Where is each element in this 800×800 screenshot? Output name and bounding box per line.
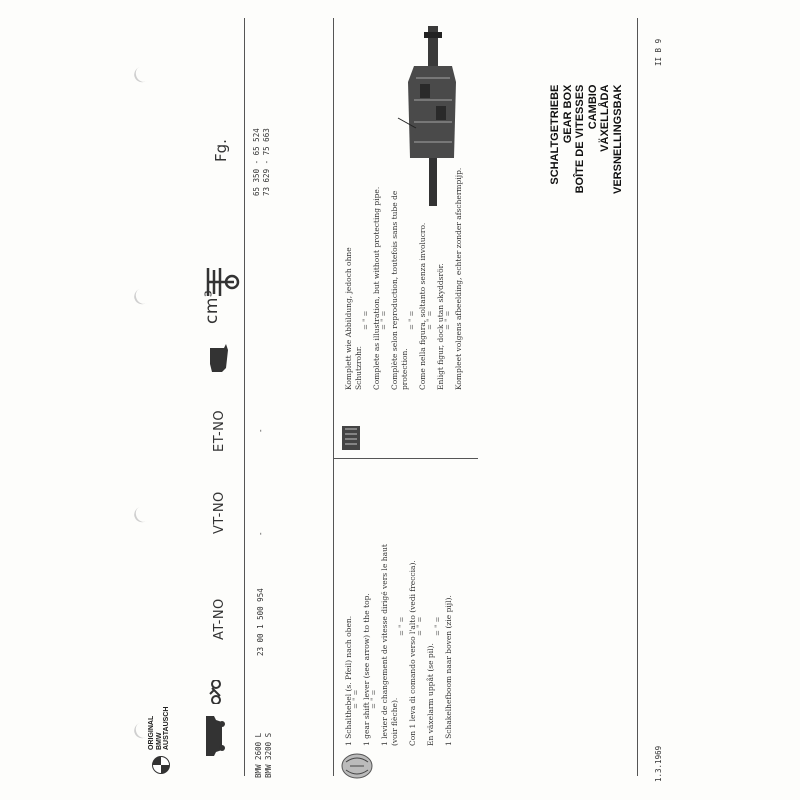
right-border bbox=[637, 18, 638, 776]
ditto-mark: = " = bbox=[370, 689, 378, 709]
fg-range: 65 350 - 65 524 bbox=[252, 128, 261, 196]
ditto-mark: = " = bbox=[362, 310, 370, 330]
row-divider bbox=[333, 458, 478, 459]
publication-date: 1.3.1969 bbox=[654, 745, 663, 782]
text-it-right: Come nella figura, soltanto senza involucro. bbox=[418, 222, 427, 390]
vt-value: - bbox=[256, 531, 265, 536]
car-icon bbox=[200, 712, 228, 760]
model-name: BMW 2600 L bbox=[254, 732, 263, 778]
fg-range: 73 629 - 75 663 bbox=[262, 128, 271, 196]
binder-hole bbox=[131, 285, 154, 307]
binder-hole bbox=[131, 63, 154, 85]
content-divider bbox=[333, 18, 334, 776]
page-reference: II B 9 bbox=[654, 38, 663, 66]
at-number: 23 00 1 500 954 bbox=[256, 588, 265, 656]
cm3-label: cm³ bbox=[202, 289, 222, 324]
vt-no-header: VT-NO bbox=[212, 491, 227, 534]
text-fr-right-2: protection. bbox=[400, 348, 409, 390]
text-fr-right: Complète selon reproduction, toutefois sans tube de bbox=[390, 190, 399, 390]
ditto-mark: = " = bbox=[434, 616, 442, 636]
part-title: SCHALTGETRIEBE GEAR BOX BOÎTE DE VITESSES CAMBIO VÄXELLÅDA VERSNELLINGSBAK bbox=[549, 84, 624, 194]
ditto-mark: = " = bbox=[426, 310, 434, 330]
et-no-header: ET-NO bbox=[212, 409, 227, 452]
text-it-left: Con 1 leva di comando verso l'alto (vedi freccia). bbox=[408, 560, 417, 746]
bmw-roundel-icon bbox=[152, 756, 170, 774]
at-no-header: AT-NO bbox=[212, 598, 227, 640]
text-nl-right: Kompleet volgens afbeelding, echter zonder afschermpijp. bbox=[454, 167, 463, 390]
text-sv-right: Enligt figur, dock utan skyddsrör. bbox=[436, 263, 445, 390]
horse-icon bbox=[206, 342, 230, 374]
header-divider bbox=[244, 18, 245, 776]
ditto-mark: = " = bbox=[380, 310, 388, 330]
ditto-mark: = " = bbox=[352, 689, 360, 709]
part-box-icon bbox=[340, 424, 362, 452]
ditto-mark: = " = bbox=[398, 616, 406, 636]
ditto-mark: = " = bbox=[416, 616, 424, 636]
gearbox-photo bbox=[396, 22, 468, 208]
fg-header: Fg. bbox=[212, 139, 230, 162]
text-fr-left-2: (voir flèche). bbox=[390, 697, 399, 746]
text-en-right: Complete as illustration, but without protecting pipe. bbox=[372, 186, 381, 390]
text-de-right-2: Schutzrohr. bbox=[354, 345, 363, 390]
logo-text: ORIGINAL BMW AUSTAUSCH bbox=[148, 706, 170, 750]
ditto-mark: = " = bbox=[408, 310, 416, 330]
stamp-thumbnail bbox=[340, 752, 374, 780]
ditto-mark: = " = bbox=[444, 310, 452, 330]
engine-icon bbox=[204, 262, 240, 302]
text-sv-left: En växelarm uppåt (se pil). bbox=[426, 643, 435, 746]
motorcycle-icon bbox=[206, 680, 226, 704]
text-nl-left: 1 Schakelhefboom naar boven (zie pijl). bbox=[444, 595, 453, 746]
text-de-left: 1 Schalthebel (s. Pfeil) nach oben. bbox=[344, 615, 353, 746]
text-fr-left: 1 levier de changement de vitesse dirigé vers le haut bbox=[380, 544, 389, 746]
text-de-right: Komplett wie Abbildung, jedoch ohne bbox=[344, 247, 353, 390]
binder-hole bbox=[131, 503, 154, 525]
et-value: - bbox=[256, 428, 265, 433]
model-name: BMW 3200 S bbox=[264, 732, 273, 778]
text-en-left: 1 gear shift lever (see arrow) to the top. bbox=[362, 593, 371, 746]
